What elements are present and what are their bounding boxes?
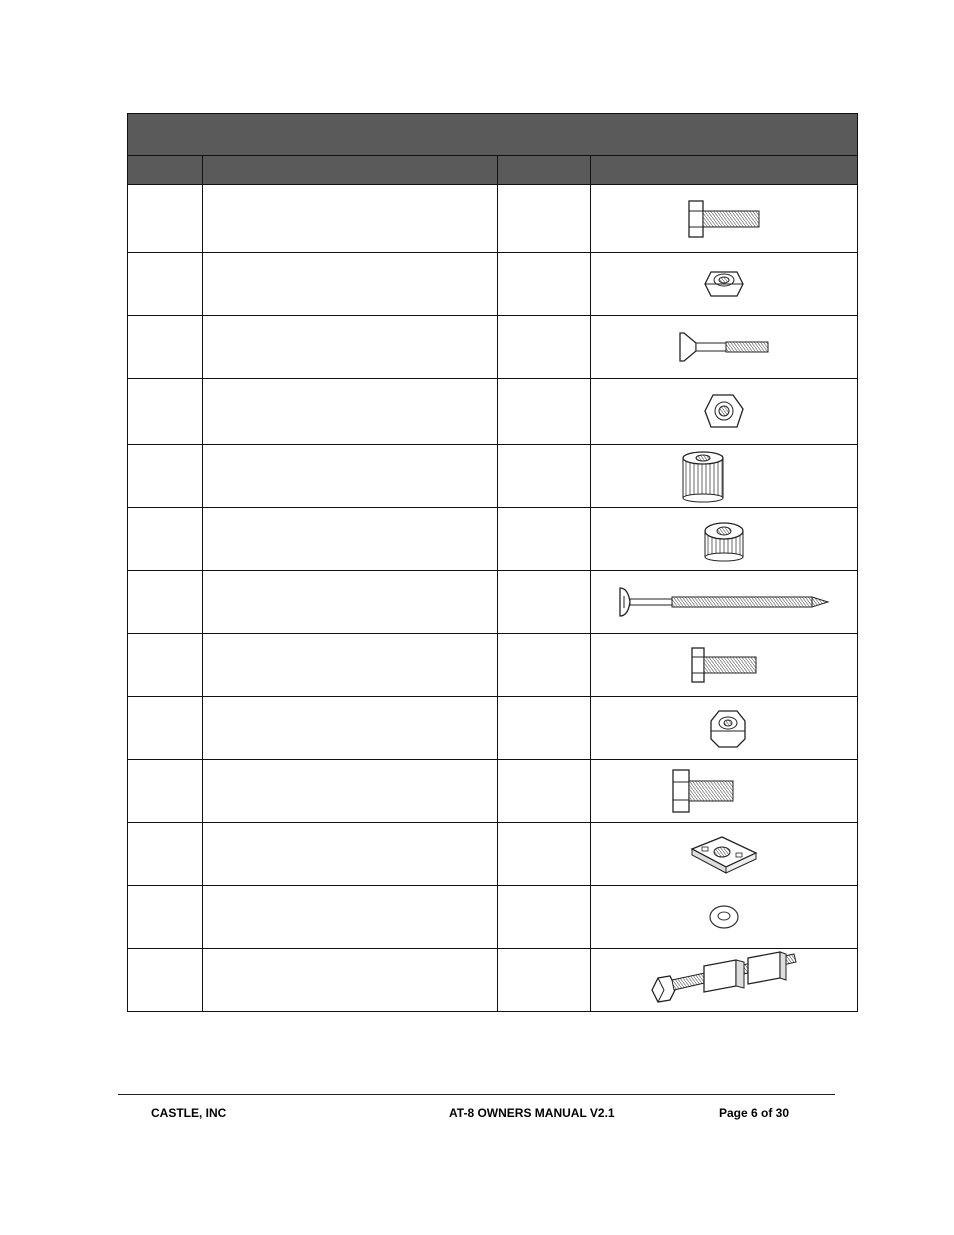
cell-item	[128, 379, 203, 445]
cell-item	[128, 445, 203, 508]
table-row	[128, 508, 858, 571]
table-row	[128, 571, 858, 634]
cell-picture	[591, 253, 858, 316]
table-row	[128, 185, 858, 253]
cell-item	[128, 886, 203, 949]
cell-picture	[591, 379, 858, 445]
flat-head-screw-icon	[674, 327, 774, 367]
cell-description	[203, 823, 498, 886]
cell-item	[128, 634, 203, 697]
cell-item	[128, 316, 203, 379]
header-quantity	[498, 156, 591, 185]
footer-company: CASTLE, INC	[151, 1106, 227, 1120]
cell-picture	[591, 760, 858, 823]
cell-item	[128, 508, 203, 571]
cell-quantity	[498, 445, 591, 508]
header-picture	[591, 156, 858, 185]
cell-quantity	[498, 508, 591, 571]
hex-bolt-large-icon	[669, 766, 749, 816]
flat-washer-icon	[704, 899, 744, 935]
channel-nut-icon	[684, 831, 764, 877]
table-title-row	[128, 114, 858, 156]
cell-description	[203, 379, 498, 445]
cell-description	[203, 886, 498, 949]
cell-picture	[591, 508, 858, 571]
table-row	[128, 697, 858, 760]
tall-knurled-spacer-icon	[677, 448, 737, 504]
hex-bolt-icon	[679, 197, 769, 241]
bolt-clamp-assembly-icon	[644, 950, 804, 1010]
cell-item	[128, 571, 203, 634]
cell-quantity	[498, 823, 591, 886]
cell-description	[203, 949, 498, 1012]
cell-description	[203, 634, 498, 697]
table-row	[128, 445, 858, 508]
cell-quantity	[498, 316, 591, 379]
hex-nut-icon	[699, 264, 749, 304]
parts-table	[127, 113, 858, 1012]
footer-page-number: Page 6 of 30	[719, 1106, 790, 1120]
cell-item	[128, 185, 203, 253]
cell-quantity	[498, 379, 591, 445]
table-title	[128, 114, 858, 156]
hex-bolt-small-icon	[684, 644, 764, 686]
cell-picture	[591, 886, 858, 949]
cell-description	[203, 571, 498, 634]
hex-nut-small-icon	[705, 705, 755, 751]
cell-picture	[591, 571, 858, 634]
cell-quantity	[498, 760, 591, 823]
cell-description	[203, 697, 498, 760]
header-description	[203, 156, 498, 185]
table-row	[128, 634, 858, 697]
footer-rule	[118, 1094, 835, 1095]
cell-quantity	[498, 634, 591, 697]
cell-description	[203, 316, 498, 379]
cage-nut-icon	[699, 389, 749, 435]
header-item	[128, 156, 203, 185]
table-row	[128, 760, 858, 823]
cell-item	[128, 949, 203, 1012]
table-row	[128, 316, 858, 379]
table-row	[128, 379, 858, 445]
cell-picture	[591, 823, 858, 886]
table-header-row	[128, 156, 858, 185]
cell-picture	[591, 697, 858, 760]
cell-picture	[591, 949, 858, 1012]
cell-picture	[591, 185, 858, 253]
cell-quantity	[498, 571, 591, 634]
cell-picture	[591, 634, 858, 697]
short-knurled-spacer-icon	[699, 513, 749, 565]
long-lag-screw-icon	[614, 582, 834, 622]
cell-description	[203, 760, 498, 823]
footer-manual-title: AT-8 OWNERS MANUAL V2.1	[449, 1106, 615, 1120]
cell-item	[128, 823, 203, 886]
cell-description	[203, 508, 498, 571]
cell-picture	[591, 445, 858, 508]
cell-item	[128, 253, 203, 316]
table-row	[128, 823, 858, 886]
table-row	[128, 949, 858, 1012]
cell-quantity	[498, 886, 591, 949]
cell-quantity	[498, 253, 591, 316]
cell-quantity	[498, 949, 591, 1012]
cell-description	[203, 253, 498, 316]
cell-picture	[591, 316, 858, 379]
cell-quantity	[498, 697, 591, 760]
cell-quantity	[498, 185, 591, 253]
cell-description	[203, 445, 498, 508]
cell-description	[203, 185, 498, 253]
cell-item	[128, 697, 203, 760]
cell-item	[128, 760, 203, 823]
table-row	[128, 253, 858, 316]
table-row	[128, 886, 858, 949]
